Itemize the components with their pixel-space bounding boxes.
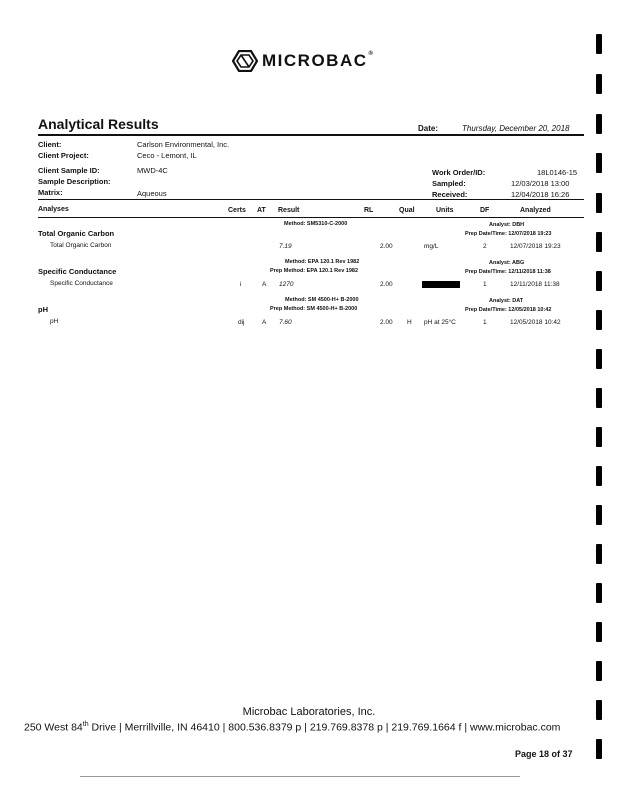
matrix-value: Aqueous (137, 189, 167, 198)
client-sample-id-label: Client Sample ID: (38, 166, 100, 175)
scan-mark (596, 739, 602, 759)
ph-section-title: pH (38, 305, 48, 314)
date-label: Date: (418, 124, 439, 133)
toc-section-title: Total Organic Carbon (38, 229, 115, 238)
ph-analyzed: 12/05/2018 10:42 (510, 319, 561, 326)
client-label: Client: (38, 140, 62, 149)
redaction-bar (422, 281, 460, 288)
sc-analyte: Specific Conductance (50, 280, 113, 287)
scan-mark (596, 271, 602, 291)
scan-mark (596, 661, 602, 681)
received-label: Received: (432, 190, 468, 199)
matrix-label: Matrix: (38, 188, 63, 197)
scan-mark (596, 544, 602, 564)
ph-analyst: Analyst: DAT (489, 298, 524, 304)
scan-mark (596, 153, 602, 173)
work-order-label: Work Order/ID: (432, 168, 486, 177)
col-rl: RL (364, 207, 374, 214)
sampled-value: 12/03/2018 13:00 (511, 179, 570, 188)
sc-result: 1270 (279, 281, 294, 288)
scan-mark (596, 193, 602, 213)
ph-units: pH at 25°C (424, 319, 456, 326)
scan-mark (596, 232, 602, 252)
toc-result: 7.19 (279, 243, 292, 250)
col-analyzed: Analyzed (520, 207, 551, 214)
ph-analyte: pH (50, 318, 59, 325)
sc-method: Method: EPA 120.1 Rev 1982 (285, 259, 360, 265)
ph-prep-method: Prep Method: SM 4500-H+ B-2000 (270, 306, 358, 312)
received-value: 12/04/2018 16:26 (511, 190, 570, 199)
ph-qual: H (407, 319, 412, 326)
scan-mark (596, 427, 602, 447)
scan-mark (596, 310, 602, 330)
ph-df: 1 (483, 319, 487, 326)
client-sample-id-value: MWD-4C (137, 166, 168, 175)
header-divider (38, 217, 584, 218)
sc-rl: 2.00 (380, 281, 393, 288)
sc-section-title: Specific Conductance (38, 267, 117, 276)
sc-prep-method: Prep Method: EPA 120.1 Rev 1982 (270, 268, 359, 274)
ph-certs: dij (238, 319, 245, 326)
col-analyses: Analyses (38, 206, 69, 213)
page-number: Page 18 of 37 (515, 749, 573, 759)
scan-mark (596, 388, 602, 408)
ph-rl: 2.00 (380, 319, 393, 326)
col-df: DF (480, 207, 490, 214)
scan-mark (596, 583, 602, 603)
toc-analyzed: 12/07/2018 19:23 (510, 243, 561, 250)
ph-result: 7.60 (279, 319, 292, 326)
scan-mark (596, 622, 602, 642)
work-order-value: 18L0146-15 (537, 168, 578, 177)
toc-df: 2 (483, 243, 487, 250)
col-units: Units (436, 207, 454, 214)
ph-prep: Prep Date/Time: 12/05/2018 10:42 (465, 307, 552, 313)
ph-method: Method: SM 4500-H+ B-2000 (285, 297, 359, 303)
toc-prep: Prep Date/Time: 12/07/2018 19:23 (465, 231, 552, 237)
scan-mark (596, 34, 602, 54)
scan-mark (596, 466, 602, 486)
toc-analyte: Total Organic Carbon (50, 242, 112, 249)
bottom-rule (80, 776, 520, 777)
sc-at: A (262, 281, 267, 288)
scan-mark (596, 349, 602, 369)
client-project-value: Ceco - Lemont, IL (137, 151, 197, 160)
footer-company: Microbac Laboratories, Inc. (242, 706, 376, 718)
scan-mark (596, 74, 602, 94)
client-project-label: Client Project: (38, 151, 89, 160)
page-title: Analytical Results (38, 116, 159, 132)
col-qual: Qual (399, 207, 415, 214)
col-at: AT (257, 207, 266, 214)
ph-at: A (262, 319, 267, 326)
sc-prep: Prep Date/Time: 12/11/2018 11:38 (465, 269, 551, 275)
col-result: Result (278, 207, 300, 214)
sample-description-label: Sample Description: (38, 177, 111, 186)
date-value: Thursday, December 20, 2018 (462, 124, 570, 133)
logo-wordmark: MICROBAC® (262, 51, 375, 70)
client-value: Carlson Environmental, Inc. (137, 140, 230, 149)
toc-rl: 2.00 (380, 243, 393, 250)
info-divider (38, 199, 584, 200)
toc-method: Method: SM5310-C-2000 (284, 221, 348, 227)
scan-mark (596, 505, 602, 525)
toc-units: mg/L (424, 243, 439, 250)
scan-mark (596, 114, 602, 134)
title-divider (38, 134, 584, 136)
sc-analyst: Analyst: ABG (489, 260, 525, 266)
microbac-logo (232, 50, 374, 72)
sc-certs: i (240, 281, 242, 288)
col-certs: Certs (228, 207, 246, 214)
microbac-hexagon-icon (232, 50, 258, 72)
footer-address: 250 West 84th Drive | Merrillville, IN 46410 | 800.536.8379 p | 219.769.8378 p | 219.769.1664 f | www.microbac.com (24, 721, 561, 734)
toc-analyst: Analyst: DBH (489, 222, 525, 228)
sc-df: 1 (483, 281, 487, 288)
sampled-label: Sampled: (432, 179, 466, 188)
sc-analyzed: 12/11/2018 11:38 (510, 281, 560, 288)
